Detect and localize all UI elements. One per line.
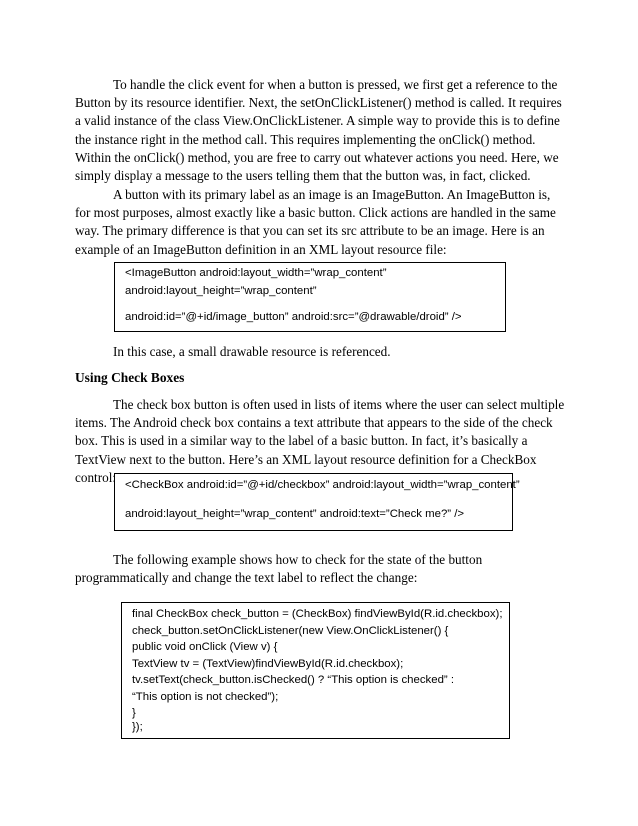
code-line: <CheckBox android:id=”@+id/checkbox” android:layout_width=”wrap_content” — [125, 479, 520, 491]
code-line: check_button.setOnClickListener(new View.OnClickListener() { — [132, 624, 449, 637]
code-line: }); — [132, 721, 143, 733]
code-line: final CheckBox check_button = (CheckBox) findViewById(R.id.checkbox); — [132, 608, 503, 620]
code-line: } — [132, 707, 136, 719]
paragraph-programmatic-check: The following example shows how to check for the state of the button programmatically and change the text label to reflect the change: — [75, 552, 483, 586]
paragraph-image-button: A button with its primary label as an image is an ImageButton. An ImageButton is, for most purposes, almost exactly like a basic button. Click actions are handled in the same way. The primary difference is that you can set its src attribute to be an image. Here is an example of an ImageButton definition in an XML layout resource file: — [75, 187, 556, 257]
code-line: public void onClick (View v) { — [132, 641, 278, 653]
section-heading-check-boxes: Using Check Boxes — [75, 370, 185, 385]
code-block-java-example — [121, 602, 510, 739]
paragraph-drawable: In this case, a small drawable resource is referenced. — [113, 344, 391, 359]
code-line: android:layout_height=”wrap_content” — [125, 285, 317, 297]
paragraph-click-event: To handle the click event for when a button is pressed, we first get a reference to the Button by its resource identifier. Next, the setOnClickListener() method is called. It requires a valid instance of the class View.OnClickListener. A simple way to provide this is to define the instance right in the method call. This requires implementing the onClick() method. Within the onClick() method, you are free to carry out whatever actions you need. Here, we simply display a message to the users telling them that the button was, in fact, clicked. — [75, 77, 562, 184]
code-line: android:layout_height=”wrap_content” android:text=”Check me?” /> — [125, 508, 465, 520]
code-line: TextView tv = (TextView)findViewById(R.id.checkbox); — [132, 657, 404, 670]
code-line: “This option is not checked”); — [132, 690, 279, 703]
code-line: <ImageButton android:layout_width=”wrap_content” — [125, 267, 387, 279]
paragraph-check-box: The check box button is often used in lists of items where the user can select multiple items. The Android check box contains a text attribute that appears to the side of the check box. This is used in a similar way to the label of a basic button. In fact, it’s basically a TextView next to the button. Here’s an XML layout resource definition for a CheckBox control: — [75, 397, 565, 485]
code-block-image-button — [114, 262, 506, 332]
code-line: android:id=”@+id/image_button” android:src=”@drawable/droid” /> — [125, 311, 462, 323]
code-line: tv.setText(check_button.isChecked() ? “This option is checked” : — [132, 674, 455, 686]
code-block-checkbox — [114, 473, 520, 531]
